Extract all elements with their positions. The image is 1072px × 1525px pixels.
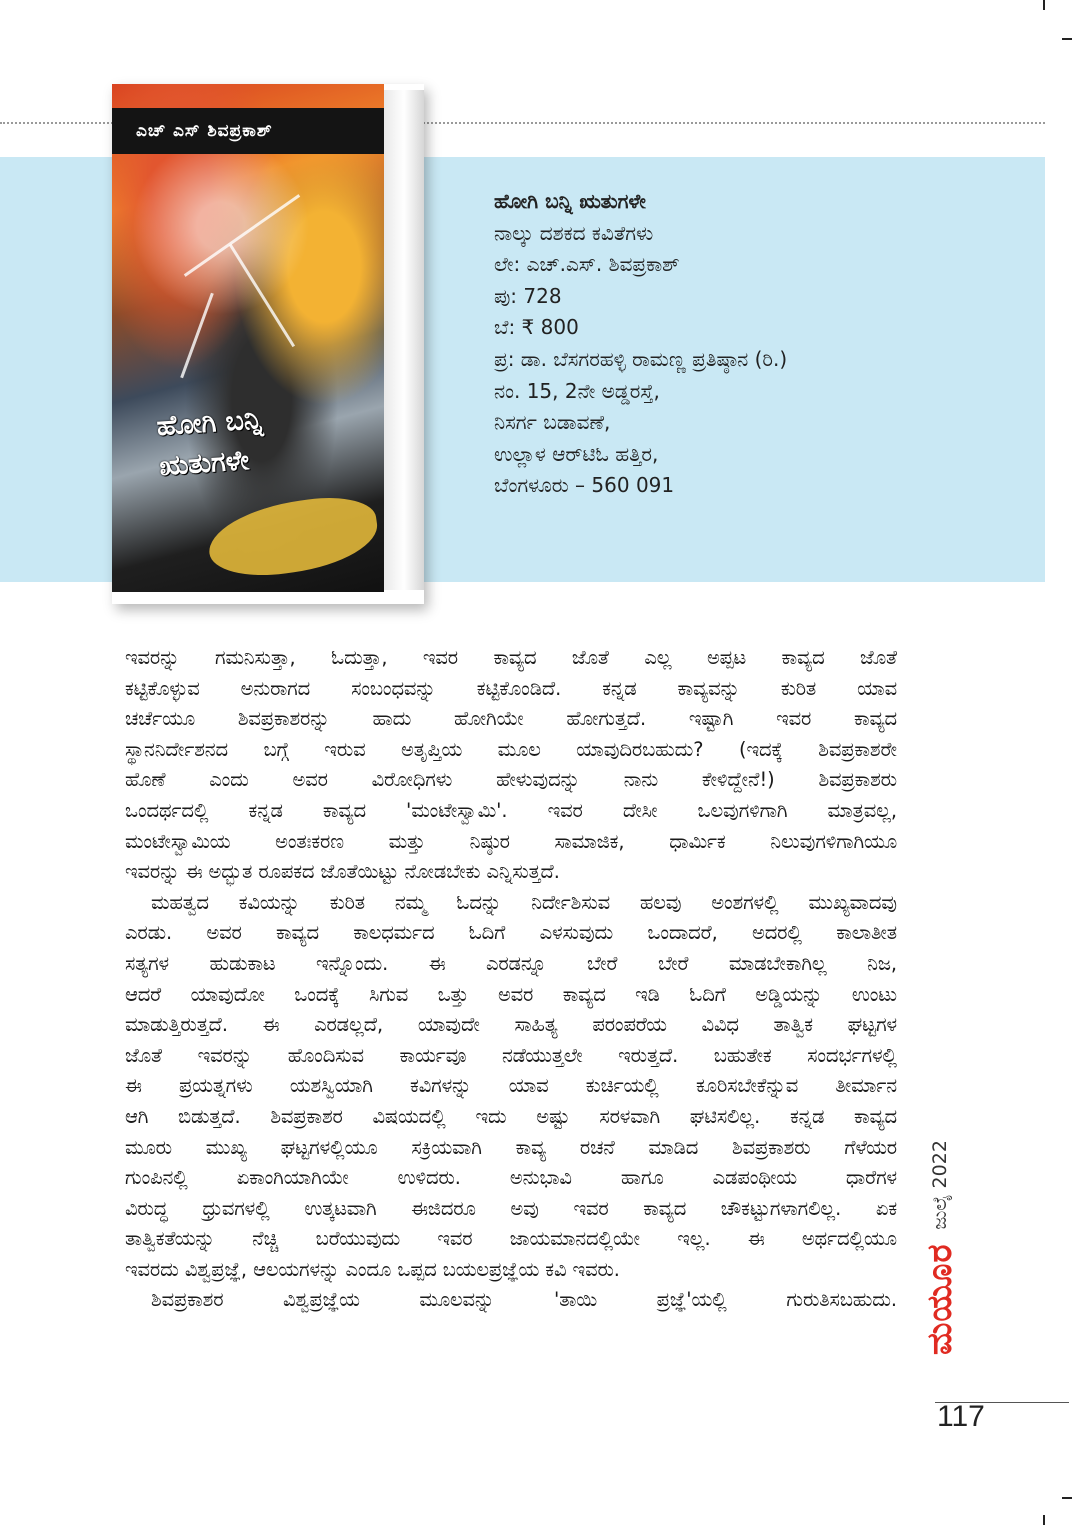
body-line: ಆಗಿ ಬಿಡುತ್ತದೆ. ಶಿವಪ್ರಕಾಶರ ವಿಷಯದಲ್ಲಿ ಇದು ಅಷ್ಟು ಸರಳವಾಗಿ ಘಟಿಸಲಿಲ್ಲ. ಕನ್ನಡ ಕಾವ್ಯದ bbox=[125, 1104, 897, 1128]
book-pages: ಪು: 728 bbox=[494, 283, 562, 308]
body-line: ಒಂದರ್ಥದಲ್ಲಿ ಕನ್ನಡ ಕಾವ್ಯದ 'ಮಂಟೇಸ್ವಾಮಿ'. ಇವರ ದೇಸೀ ಒಲವುಗಳಿಗಾಗಿ ಮಾತ್ರವಲ್ಲ, bbox=[125, 798, 897, 822]
book-cover bbox=[112, 84, 384, 592]
book-image bbox=[112, 84, 424, 604]
magazine-name: ಮಯೂರ bbox=[920, 1243, 960, 1355]
cover-title-line: ಋತುಗಳೇ bbox=[158, 444, 251, 483]
cover-streak bbox=[180, 293, 214, 379]
issue-date: ಜುಲೈ 2022 bbox=[929, 1140, 951, 1230]
page-number: 117 bbox=[937, 1400, 985, 1433]
book-subtitle: ನಾಲ್ಕು ದಶಕದ ಕವಿತೆಗಳು bbox=[494, 220, 654, 245]
body-line: ಶಿವಪ್ರಕಾಶರ ವಿಶ್ವಪ್ರಜ್ಞೆಯ ಮೂಲವನ್ನು 'ತಾಯಿ ಪ್ರಜ್ಞೆ'ಯಲ್ಲಿ ಗುರುತಿಸಬಹುದು. bbox=[151, 1288, 897, 1312]
body-line: ಇವರನ್ನು ಗಮನಿಸುತ್ತಾ, ಓದುತ್ತಾ, ಇವರ ಕಾವ್ಯದ ಜೊತೆ ಎಲ್ಲ ಅಪ್ಪಟ ಕಾವ್ಯದ ಜೊತೆ bbox=[125, 646, 897, 669]
book-spine bbox=[384, 90, 424, 590]
body-line: ಚರ್ಚೆಯೂ ಶಿವಪ್ರಕಾಶರನ್ನು ಹಾದು ಹೋಗಿಯೇ ಹೋಗುತ್ತದೆ. ಇಷ್ಟಾಗಿ ಇವರ ಕಾವ್ಯದ bbox=[125, 707, 897, 731]
publisher-address-line: ಉಲ್ಲಾಳ ಆರ್‌ಟಿಓ ಹತ್ತಿರ, bbox=[494, 441, 659, 466]
crop-mark-bottom bbox=[1043, 1515, 1045, 1525]
publisher-address-line: ನಿಸರ್ಗ ಬಡಾವಣೆ, bbox=[494, 410, 611, 435]
cover-author: ಎಚ್ ಎಸ್ ಶಿವಪ್ರಕಾಶ್ bbox=[136, 121, 273, 141]
cover-title-line: ಹೋಗಿ ಬನ್ನಿ bbox=[155, 403, 264, 443]
cover-title bbox=[155, 397, 310, 487]
cover-streak bbox=[229, 244, 295, 347]
body-line: ಇವರನ್ನು ಈ ಅದ್ಭುತ ರೂಪಕದ ಜೊತೆಯಿಟ್ಟು ನೋಡಬೇಕು ಎನ್ನಿಸುತ್ತದೆ. bbox=[125, 860, 560, 884]
crop-mark-right-top bbox=[1062, 38, 1072, 40]
cover-author-band bbox=[112, 108, 384, 154]
book-title: ಹೋಗಿ ಬನ್ನಿ ಋತುಗಳೇ bbox=[494, 189, 646, 213]
book-author: ಲೇ: ಎಚ್.ಎಸ್. ಶಿವಪ್ರಕಾಶ್ bbox=[494, 252, 680, 277]
book-details bbox=[494, 186, 1014, 502]
body-line: ಮಹತ್ವದ ಕವಿಯನ್ನು ಕುರಿತ ನಮ್ಮ ಓದನ್ನು ನಿರ್ದೇಶಿಸುವ ಹಲವು ಅಂಶಗಳಲ್ಲಿ ಮುಖ್ಯವಾದವು bbox=[151, 890, 897, 914]
body-line: ಗುಂಪಿನಲ್ಲಿ ಏಕಾಂಗಿಯಾಗಿಯೇ ಉಳಿದರು. ಅನುಭಾವಿ ಹಾಗೂ ಎಡಪಂಥೀಯ ಧಾರೆಗಳ bbox=[125, 1166, 897, 1190]
book-publisher: ಪ್ರ: ಡಾ. ಬೆಸಗರಹಳ್ಳಿ ರಾಮಣ್ಣ ಪ್ರತಿಷ್ಠಾನ (ರಿ.) bbox=[494, 346, 788, 371]
body-line: ಮಂಟೇಸ್ವಾಮಿಯ ಅಂತಃಕರಣ ಮತ್ತು ನಿಷ್ಠುರ ಸಾಮಾಜಿಕ, ಧಾರ್ಮಿಕ ನಿಲುವುಗಳಿಗಾಗಿಯೂ bbox=[125, 829, 897, 853]
body-line: ಸ್ಥಾನನಿರ್ದೇಶನದ ಬಗ್ಗೆ ಇರುವ ಅತೃಪ್ತಿಯ ಮೂಲ ಯಾವುದಿರಬಹುದು? (ಇದಕ್ಕೆ ಶಿವಪ್ರಕಾಶರೇ bbox=[125, 737, 897, 761]
body-line: ತಾತ್ವಿಕತೆಯನ್ನು ನೆಚ್ಚಿ ಬರೆಯುವುದು ಇವರ ಜಾಯಮಾನದಲ್ಲಿಯೇ ಇಲ್ಲ. ಈ ಅರ್ಥದಲ್ಲಿಯೂ bbox=[125, 1227, 897, 1251]
body-line: ವಿರುದ್ಧ ಧ್ರುವಗಳಲ್ಲಿ ಉತ್ಕಟವಾಗಿ ಈಜಿದರೂ ಅವು ಇವರ ಕಾವ್ಯದ ಚೌಕಟ್ಟುಗಳಾಗಲಿಲ್ಲ. ಏಕ bbox=[125, 1196, 897, 1220]
crop-mark-right-bottom bbox=[1062, 1497, 1072, 1499]
body-line: ಕಟ್ಟಿಕೊಳ್ಳುವ ಅನುರಾಗದ ಸಂಬಂಧವನ್ನು ಕಟ್ಟಿಕೊಂಡಿದೆ. ಕನ್ನಡ ಕಾವ್ಯವನ್ನು ಕುರಿತ ಯಾವ bbox=[125, 676, 897, 700]
article-body bbox=[125, 643, 897, 1316]
body-line: ಎರಡು. ಅವರ ಕಾವ್ಯದ ಕಾಲಧರ್ಮದ ಓದಿಗೆ ಎಳಸುವುದು ಒಂದಾದರೆ, ಅದರಲ್ಲಿ ಕಾಲಾತೀತ bbox=[125, 921, 897, 945]
crop-mark-top bbox=[1043, 0, 1045, 10]
body-line: ಮೂರು ಮುಖ್ಯ ಘಟ್ಟಗಳಲ್ಲಿಯೂ ಸಕ್ರಿಯವಾಗಿ ಕಾವ್ಯ ರಚನೆ ಮಾಡಿದ ಶಿವಪ್ರಕಾಶರು ಗೆಳೆಯರ bbox=[125, 1135, 897, 1159]
publisher-address-line: ನಂ. 15, 2ನೇ ಅಡ್ಡರಸ್ತೆ, bbox=[494, 378, 660, 403]
magazine-side-label bbox=[918, 1135, 962, 1355]
body-line: ಆದರೆ ಯಾವುದೋ ಒಂದಕ್ಕೆ ಸಿಗುವ ಒತ್ತು ಅವರ ಕಾವ್ಯದ ಇಡಿ ಓದಿಗೆ ಅಡ್ಡಿಯನ್ನು ಉಂಟು bbox=[125, 982, 897, 1006]
body-line: ಮಾಡುತ್ತಿರುತ್ತದೆ. ಈ ಎರಡಲ್ಲದೆ, ಯಾವುದೇ ಸಾಹಿತ್ಯ ಪರಂಪರೆಯ ವಿವಿಧ ತಾತ್ವಿಕ ಘಟ್ಟಗಳ bbox=[125, 1013, 897, 1037]
body-line: ಇವರದು ವಿಶ್ವಪ್ರಜ್ಞೆ, ಆಲಯಗಳನ್ನು ಎಂದೂ ಒಪ್ಪದ ಬಯಲಪ್ರಜ್ಞೆಯ ಕವಿ ಇವರು. bbox=[125, 1257, 620, 1281]
body-line: ಹೊಣೆ ಎಂದು ಅವರ ವಿರೋಧಿಗಳು ಹೇಳುವುದನ್ನು ನಾನು ಕೇಳಿದ್ದೇನೆ!) ಶಿವಪ್ರಕಾಶರು bbox=[125, 768, 897, 792]
body-line: ಜೊತೆ ಇವರನ್ನು ಹೊಂದಿಸುವ ಕಾರ್ಯವೂ ನಡೆಯುತ್ತಲೇ ಇರುತ್ತದೆ. ಬಹುತೇಕ ಸಂದರ್ಭಗಳಲ್ಲಿ bbox=[125, 1043, 897, 1067]
cover-yellow-figure bbox=[204, 491, 382, 584]
book-price: ಬೆ: ₹ 800 bbox=[494, 315, 579, 340]
body-line: ಸತ್ಯಗಳ ಹುಡುಕಾಟ ಇನ್ನೊಂದು. ಈ ಎರಡನ್ನೂ ಬೇರೆ ಬೇರೆ ಮಾಡಬೇಕಾಗಿಲ್ಲ ನಿಜ, bbox=[125, 951, 897, 975]
body-line: ಈ ಪ್ರಯತ್ನಗಳು ಯಶಸ್ವಿಯಾಗಿ ಕವಿಗಳನ್ನು ಯಾವ ಕುರ್ಚಿಯಲ್ಲಿ ಕೂರಿಸಬೇಕೆನ್ನುವ ತೀರ್ಮಾನ bbox=[125, 1074, 897, 1098]
publisher-address-line: ಬೆಂಗಳೂರು – 560 091 bbox=[494, 473, 675, 498]
